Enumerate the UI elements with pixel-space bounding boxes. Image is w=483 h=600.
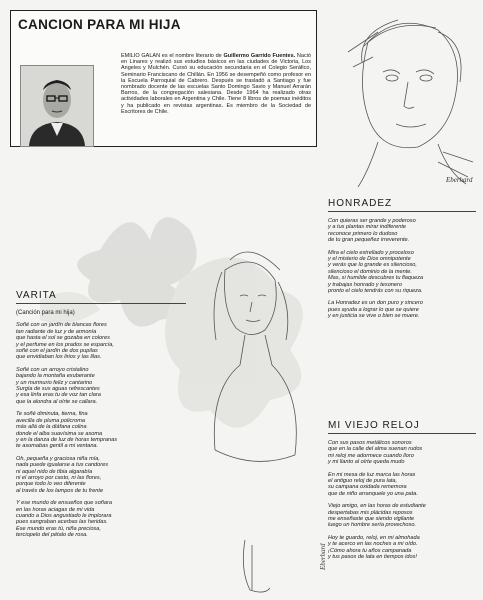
bio-real-name: Guillermo Garrido Fuentes.	[223, 53, 296, 59]
poem-line: y esa linfa eras tu de voz tan clara	[16, 392, 101, 399]
poem-line: La Honradez es un don puro y sincero	[328, 300, 423, 307]
poem-line: Surgía de sus aguas refrescantes	[16, 386, 100, 393]
title-rule	[328, 433, 476, 434]
poem-line: mi reloj me adormece cuando lloro	[328, 452, 414, 459]
author-bio	[121, 53, 311, 115]
poem-line: reconoce primero lo dudoso	[328, 230, 398, 237]
poem-line: pronto el cielo tendrás con su riqueza.	[328, 288, 423, 295]
poem-line: ni aquel nido de tibia algarabía	[16, 468, 93, 475]
poem-line: Viejo amigo, en las horas de estudiante	[328, 503, 426, 510]
poem-line: te asomabas gentil a mi ventana.	[16, 443, 99, 450]
portrait-sketch-illustration	[338, 12, 478, 187]
poem-line: más allá de la diáfana colina	[16, 424, 87, 431]
poem-line: luego un hombre sería provechoso.	[328, 522, 417, 529]
poem-line: Hoy te guardo, reloj, en mi almohada	[328, 534, 420, 541]
poem-line: nada puede igualarse a tus candores	[16, 462, 109, 469]
poem-line: y el misterio de Dios omnipotente	[328, 256, 411, 263]
poem-body-viejo-reloj	[328, 440, 476, 561]
poem-line: de tu gran pequeñez irreverente.	[328, 237, 410, 244]
title-rule	[328, 211, 476, 212]
poem-line: Soñé con un arroyo cristalino	[16, 366, 89, 373]
bio-rest: Nació en Linares y realizó sus estudios básicos en las ciudades de Victoria, Los Angeles y Mulchén. Cursó su educación secundaria en el Colegio Seráfico, Seminario Franciscano de Chillán. En 1956 se desempeñó como profesor en la Escuela Parroquial de Cabrero. Después se trasladó a Santiago y fue nombrado docente de las escuelas Santo Domingo Savio y Manuel Arrarán Barros, de la congregación salesiana. Desde 1964 ha realizado otras actividades laborales en Argentina y Chile. Tiene 8 libros de poemas inéditos y ha publicado en revistas argentinas. Es miembro de la Sociedad de Escritores de Chile.	[121, 53, 311, 115]
title-rule	[16, 303, 186, 304]
poem-line: al través de los lampos de tu frente	[16, 487, 104, 494]
poem-line: bajando la montaña exuberante	[16, 373, 95, 380]
poem-line: pues ayuda a lograr lo que se quiere	[328, 306, 419, 313]
poem-line: y trabajas honrado y tesonero	[328, 281, 403, 288]
poem-line: y mi llanto al oírte queda mudo	[328, 459, 405, 466]
poem-line: y verás que lo grande es silencioso,	[328, 262, 417, 269]
poem-title-honradez: HONRADEZ	[328, 198, 393, 209]
header-box	[10, 10, 317, 147]
poem-line: y te acerco en las noches a mi oído.	[328, 541, 418, 548]
poem-line: y el perfume en los prados se esparcía,	[16, 341, 114, 348]
poem-line: despertabas mis plácidas reposos	[328, 509, 413, 516]
page-title: CANCION PARA MI HIJA	[18, 17, 181, 32]
poem-line: Te soñé diminuta, tierna, fina	[16, 411, 88, 418]
poem-line: que la alondra al oírte se callara.	[16, 398, 98, 405]
poem-line: Con quieras ser grande y poderoso	[328, 218, 416, 224]
poem-line: Con sus pasos metálicos sonoros	[328, 440, 412, 446]
poem-line: en las horas aciagas de mi vida	[16, 506, 95, 513]
poem-stanza	[328, 472, 476, 498]
poem-line: soñé con el jardín de dos pupilas	[16, 348, 98, 355]
poem-line: Y ese mundo de ensueños que soñara	[16, 500, 112, 507]
poem-body-varita	[16, 322, 186, 538]
poem-line: Soñé con un jardín de blancas flores	[16, 322, 107, 329]
poem-line: y en la danza de luz de horas tempranas	[16, 436, 118, 443]
poem-stanza	[328, 503, 476, 529]
poem-stanza	[16, 322, 186, 360]
bio-mid: es el nombre literario de	[160, 53, 224, 59]
artist-signature-side: Eberhard	[319, 543, 327, 570]
poem-line: me enseñaste que siendo vigilante	[328, 516, 415, 523]
poem-line: y tus pasos de lata en tiempos idos!	[328, 554, 417, 561]
poem-line: y en justicia se vive o bien se muere.	[328, 313, 420, 320]
poem-line: que envidiaban los lirios y las lilas.	[16, 354, 102, 361]
bio-pen-name: EMILIO GALAN	[121, 53, 161, 59]
poem-line: que hasta el sol se gozaba en colores	[16, 335, 110, 342]
poem-stanza	[16, 367, 186, 405]
poem-line: silencioso el dominio de la mente.	[328, 268, 412, 275]
poem-stanza	[16, 456, 186, 494]
poem-line: avecilla de pluma policroma	[16, 417, 86, 424]
poem-line: Mira el cielo estrellado y proceloso	[328, 249, 414, 256]
artist-signature-top: Eberhard	[446, 176, 473, 184]
poem-title-viejo-reloj: MI VIEJO RELOJ	[328, 420, 420, 431]
poem-stanza	[16, 500, 186, 538]
poem-varita	[16, 290, 186, 545]
poem-stanza	[16, 411, 186, 449]
poem-line: pues sangraban acerbas las heridas.	[16, 519, 108, 526]
poem-line: porque todo lo veo diferente	[16, 481, 86, 488]
poem-stanza	[328, 440, 476, 466]
poem-line: Oh, pequeña y graciosa niña mía,	[16, 455, 100, 462]
poem-title-varita: VARITA	[16, 290, 57, 301]
poem-mi-viejo-reloj	[328, 420, 476, 567]
poem-line: Mas, si humilde descubres tu flaqueza	[328, 275, 424, 282]
poem-line: cuando a Dios angustiado le implorara	[16, 512, 112, 519]
poem-stanza	[328, 300, 476, 319]
poem-stanza	[328, 218, 476, 244]
poem-line: ni el arroyo por casto, ni las flores,	[16, 474, 102, 481]
poem-stanza	[328, 535, 476, 561]
poem-line: que de niño arranquele yo una pata.	[328, 490, 418, 497]
poem-line: En mi mesa de luz marca las horas	[328, 471, 416, 478]
poem-line: que en la calle del alma suenan rudos	[328, 446, 423, 453]
poem-stanza	[328, 250, 476, 295]
poem-subtitle-varita: (Canción para mi hija)	[16, 310, 75, 316]
poem-line: tan radiante de luz y de armonía	[16, 328, 97, 335]
poem-line: ¡Cómo ahora tu años campanada	[328, 547, 412, 554]
poem-line: Ese mundo eras tú, niña preciosa,	[16, 525, 101, 532]
author-photo	[20, 65, 94, 147]
poem-line: y un murmurio feliz y cantarino	[16, 379, 93, 386]
poem-line: terciopelo del pétalo de rosa.	[16, 532, 88, 539]
poem-line: su campana oxidada rememora	[328, 484, 407, 491]
poem-honradez	[328, 198, 476, 326]
poem-line: donde el alba suavísima se asoma	[16, 430, 103, 437]
poem-line: el antiguo reloj de pura lata,	[328, 478, 398, 485]
poem-body-honradez	[328, 218, 476, 320]
poem-line: y a tus plantas mirar indiferente	[328, 224, 407, 231]
